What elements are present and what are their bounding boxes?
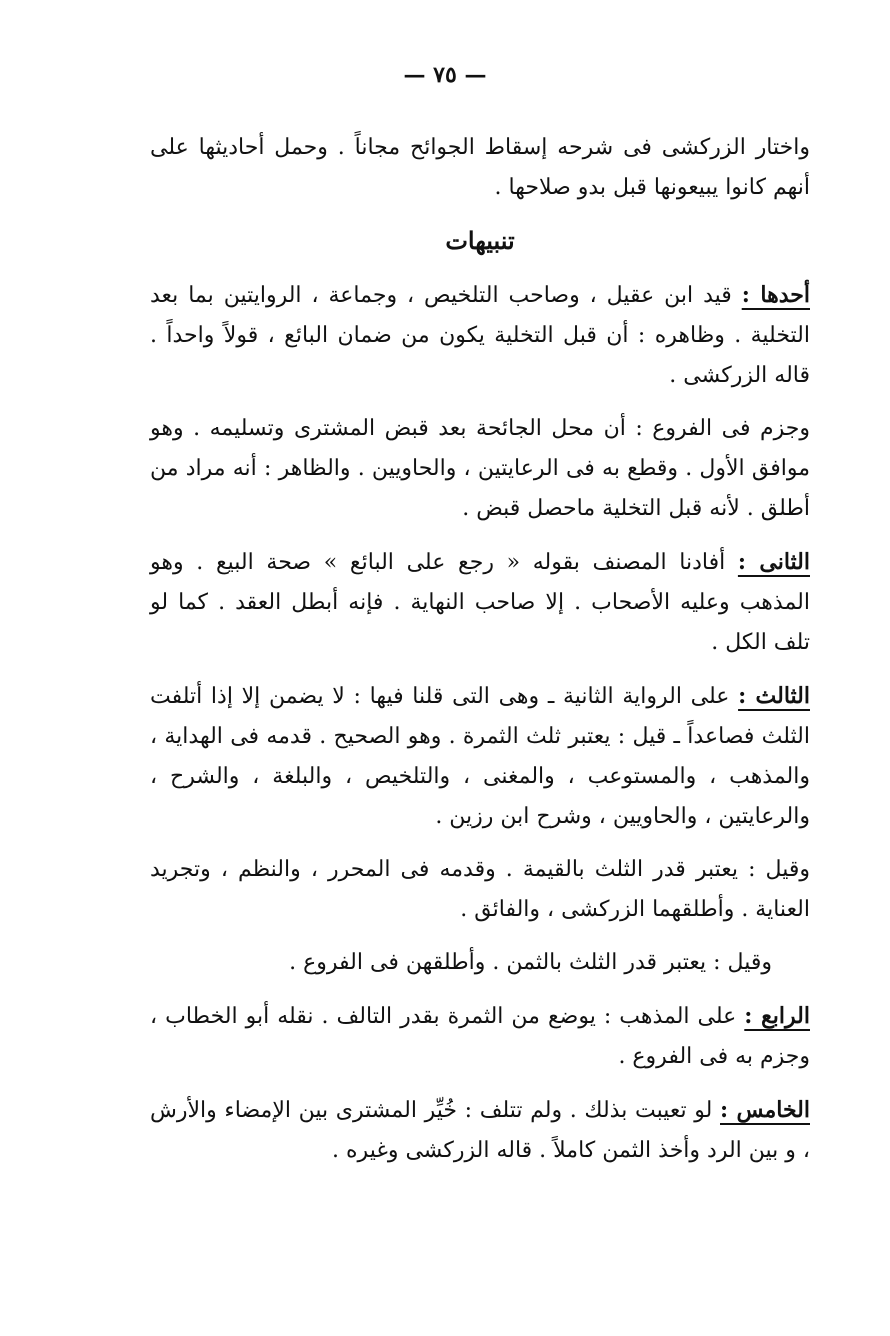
- paragraph: [150, 275, 810, 396]
- paragraph: [150, 996, 810, 1077]
- paragraph: [150, 850, 810, 930]
- page-number: — ٧٥ —: [403, 62, 487, 88]
- paragraph: [150, 128, 810, 208]
- paragraph-lead: الخامس :: [720, 1097, 810, 1123]
- paragraph: [150, 943, 810, 983]
- paragraph: [150, 542, 810, 663]
- paragraph-text: على الرواية الثانية ـ وهى التى قلنا فيها : لا يضمن إلا إذا أتلفت الثلث فصاعداً ـ قيل : يعتبر ثلث الثمرة . وهو الصحيح . قدمه فى الهداية ، والمذهب ، والمستوعب ، والمغنى ، والتلخيص ، والبلغة ، والشرح ، والرعايتين ، والحاويين ، وشرح ابن رزين .: [150, 684, 810, 829]
- paragraph-text: قيد ابن عقيل ، وصاحب التلخيص ، وجماعة ، الروايتين بما بعد التخلية . وظاهره : أن قبل التخلية يكون من ضمان البائع ، قولاً واحداً . قاله الزركشى .: [150, 283, 810, 388]
- body-text: [150, 128, 810, 1184]
- paragraph-lead: أحدها :: [741, 282, 810, 308]
- paragraph-lead: الثالث :: [738, 683, 810, 709]
- paragraph-text: واختار الزركشى فى شرحه إسقاط الجوائح مجاناً . وحمل أحاديثها على أنهم كانوا يبيعونها قبل بدو صلاحها .: [150, 135, 810, 200]
- paragraph: [150, 1090, 810, 1171]
- paragraph: [150, 676, 810, 837]
- section-heading: تنبيهات: [445, 226, 515, 255]
- paragraph-text: وقيل : يعتبر قدر الثلث بالقيمة . وقدمه فى المحرر ، والنظم ، وتجريد العناية . وأطلقهما الزركشى ، والفائق .: [150, 857, 810, 922]
- paragraph: [150, 409, 810, 529]
- paragraph-lead: الثانى :: [737, 549, 810, 575]
- paragraph-text: أفادنا المصنف بقوله « رجع على البائع » صحة البيع . وهو المذهب وعليه الأصحاب . إلا صاحب النهاية . فإنه أبطل العقد . كما لو تلف الكل .: [150, 550, 810, 655]
- paragraph-text: على المذهب : يوضع من الثمرة بقدر التالف . نقله أبو الخطاب ، وجزم به فى الفروع .: [150, 1004, 810, 1069]
- paragraph-text: وجزم فى الفروع : أن محل الجائحة بعد قبض المشترى وتسليمه . وهو موافق الأول . وقطع به فى الرعايتين ، والحاويين . والظاهر : أنه مراد من أطلق . لأنه قبل التخلية ماحصل قبض .: [150, 416, 810, 521]
- paragraph-text: لو تعيبت بذلك . ولم تتلف : خُيِّر المشترى بين الإمضاء والأرش ، و بين الرد وأخذ الثمن كاملاً . قاله الزركشى وغيره .: [150, 1098, 810, 1163]
- paragraph-text: وقيل : يعتبر قدر الثلث بالثمن . وأطلقهن فى الفروع .: [289, 950, 772, 975]
- paragraph-lead: الرابع :: [744, 1003, 810, 1029]
